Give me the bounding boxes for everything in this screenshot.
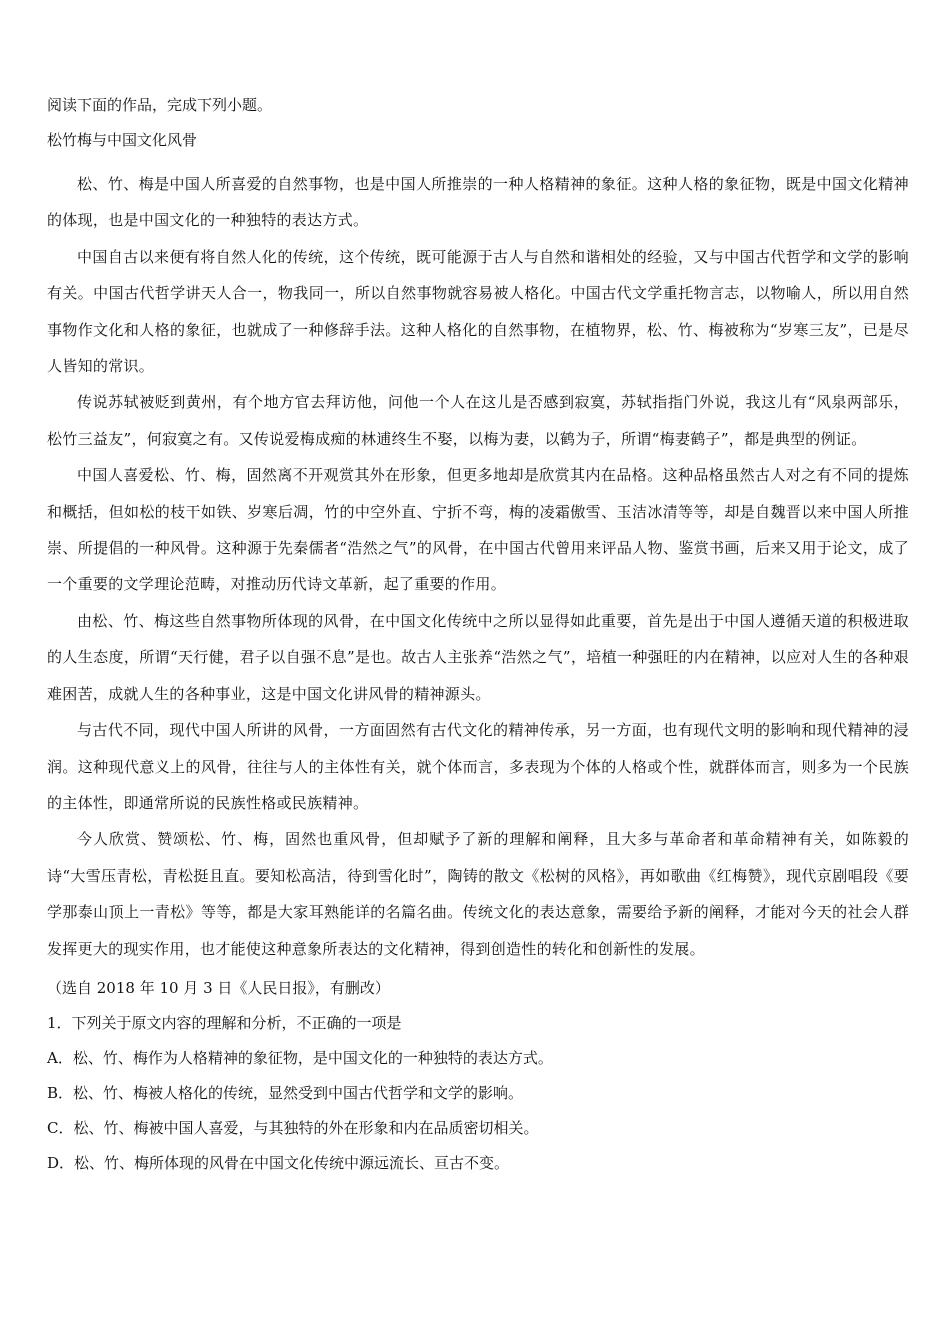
- article-paragraph: 今人欣赏、赞颂松、竹、梅，固然也重风骨，但却赋予了新的理解和阐释，且大多与革命者和革命精神有关，如陈毅的诗“大雪压青松，青松挺且直。要知松高洁，待到雪化时”，陶铸的散文《松树的风格》，再如歌曲《红梅赞》，现代京剧唱段《要学那泰山顶上一青松》等等，都是大家耳熟能详的名篇名曲。传统文化的表达意象，需要给予新的阐释，才能对今天的社会人群发挥更大的现实作用，也才能使这种意象所表达的文化精神，得到创造性的转化和创新性的发展。: [47, 830, 909, 958]
- article-body: [47, 166, 909, 967]
- article-title: 松竹梅与中国文化风骨: [47, 131, 198, 149]
- instructions: 阅读下面的作品，完成下列小题。: [47, 96, 273, 114]
- option-c: C．松、竹、梅被中国人喜爱，与其独特的外在形象和内在品质密切相关。: [47, 1118, 539, 1137]
- source-citation: （选自 2018 年 10 月 3 日《人民日报》，有删改）: [47, 978, 390, 997]
- question-stem: 1．下列关于原文内容的理解和分析，不正确的一项是: [47, 1013, 402, 1032]
- article-paragraph: 中国人喜爱松、竹、梅，固然离不开观赏其外在形象，但更多地却是欣赏其内在品格。这种品格虽然古人对之有不同的提炼和概括，但如松的枝干如铁、岁寒后凋，竹的中空外直、宁折不弯，梅的凌霜傲雪、玉洁冰清等等，却是自魏晋以来中国人所推崇、所提倡的一种风骨。这种源于先秦儒者“浩然之气”的风骨，在中国古代曾用来评品人物、鉴赏书画，后来又用于论文，成了一个重要的文学理论范畴，对推动历代诗文革新，起了重要的作用。: [47, 466, 909, 594]
- article-paragraph: 传说苏轼被贬到黄州，有个地方官去拜访他，问他一个人在这儿是否感到寂寞，苏轼指指门外说，我这儿有“风泉两部乐，松竹三益友”，何寂寞之有。又传说爱梅成痴的林逋终生不娶，以梅为妻，以鹤为子，所谓“梅妻鹤子”，都是典型的例证。: [47, 393, 909, 448]
- article-paragraph: 中国自古以来便有将自然人化的传统，这个传统，既可能源于古人与自然和谐相处的经验，又与中国古代哲学和文学的影响有关。中国古代哲学讲天人合一，物我同一，所以自然事物就容易被人格化。中国古代文学重托物言志，以物喻人，所以用自然事物作文化和人格的象征，也就成了一种修辞手法。这种人格化的自然事物，在植物界，松、竹、梅被称为“岁寒三友”，已是尽人皆知的常识。: [47, 247, 909, 376]
- article-paragraph: 由松、竹、梅这些自然事物所体现的风骨，在中国文化传统中之所以显得如此重要，首先是出于中国人遵循天道的积极进取的人生态度，所谓“天行健，君子以自强不息”是也。故古人主张养“浩然之气”，培植一种强旺的内在精神，以应对人生的各种艰难困苦，成就人生的各种事业，这是中国文化讲风骨的精神源头。: [47, 611, 909, 703]
- article-paragraph: 松、竹、梅是中国人所喜爱的自然事物，也是中国人所推崇的一种人格精神的象征。这种人格的象征物，既是中国文化精神的体现，也是中国文化的一种独特的表达方式。: [47, 175, 909, 230]
- document-page: [47, 96, 909, 1189]
- option-b: B．松、竹、梅被人格化的传统，显然受到中国古代哲学和文学的影响。: [47, 1083, 524, 1102]
- option-a: A．松、竹、梅作为人格精神的象征物，是中国文化的一种独特的表达方式。: [47, 1048, 553, 1067]
- question-block: [47, 1014, 909, 1173]
- article-paragraph: 与古代不同，现代中国人所讲的风骨，一方面固然有古代文化的精神传承，另一方面，也有现代文明的影响和现代精神的浸润。这种现代意义上的风骨，往往与人的主体性有关，就个体而言，多表现为个体的人格或个性，就群体而言，则多为一个民族的主体性，即通常所说的民族性格或民族精神。: [47, 721, 909, 812]
- option-d: D．松、竹、梅所体现的风骨在中国文化传统中源远流长、亘古不变。: [47, 1153, 510, 1172]
